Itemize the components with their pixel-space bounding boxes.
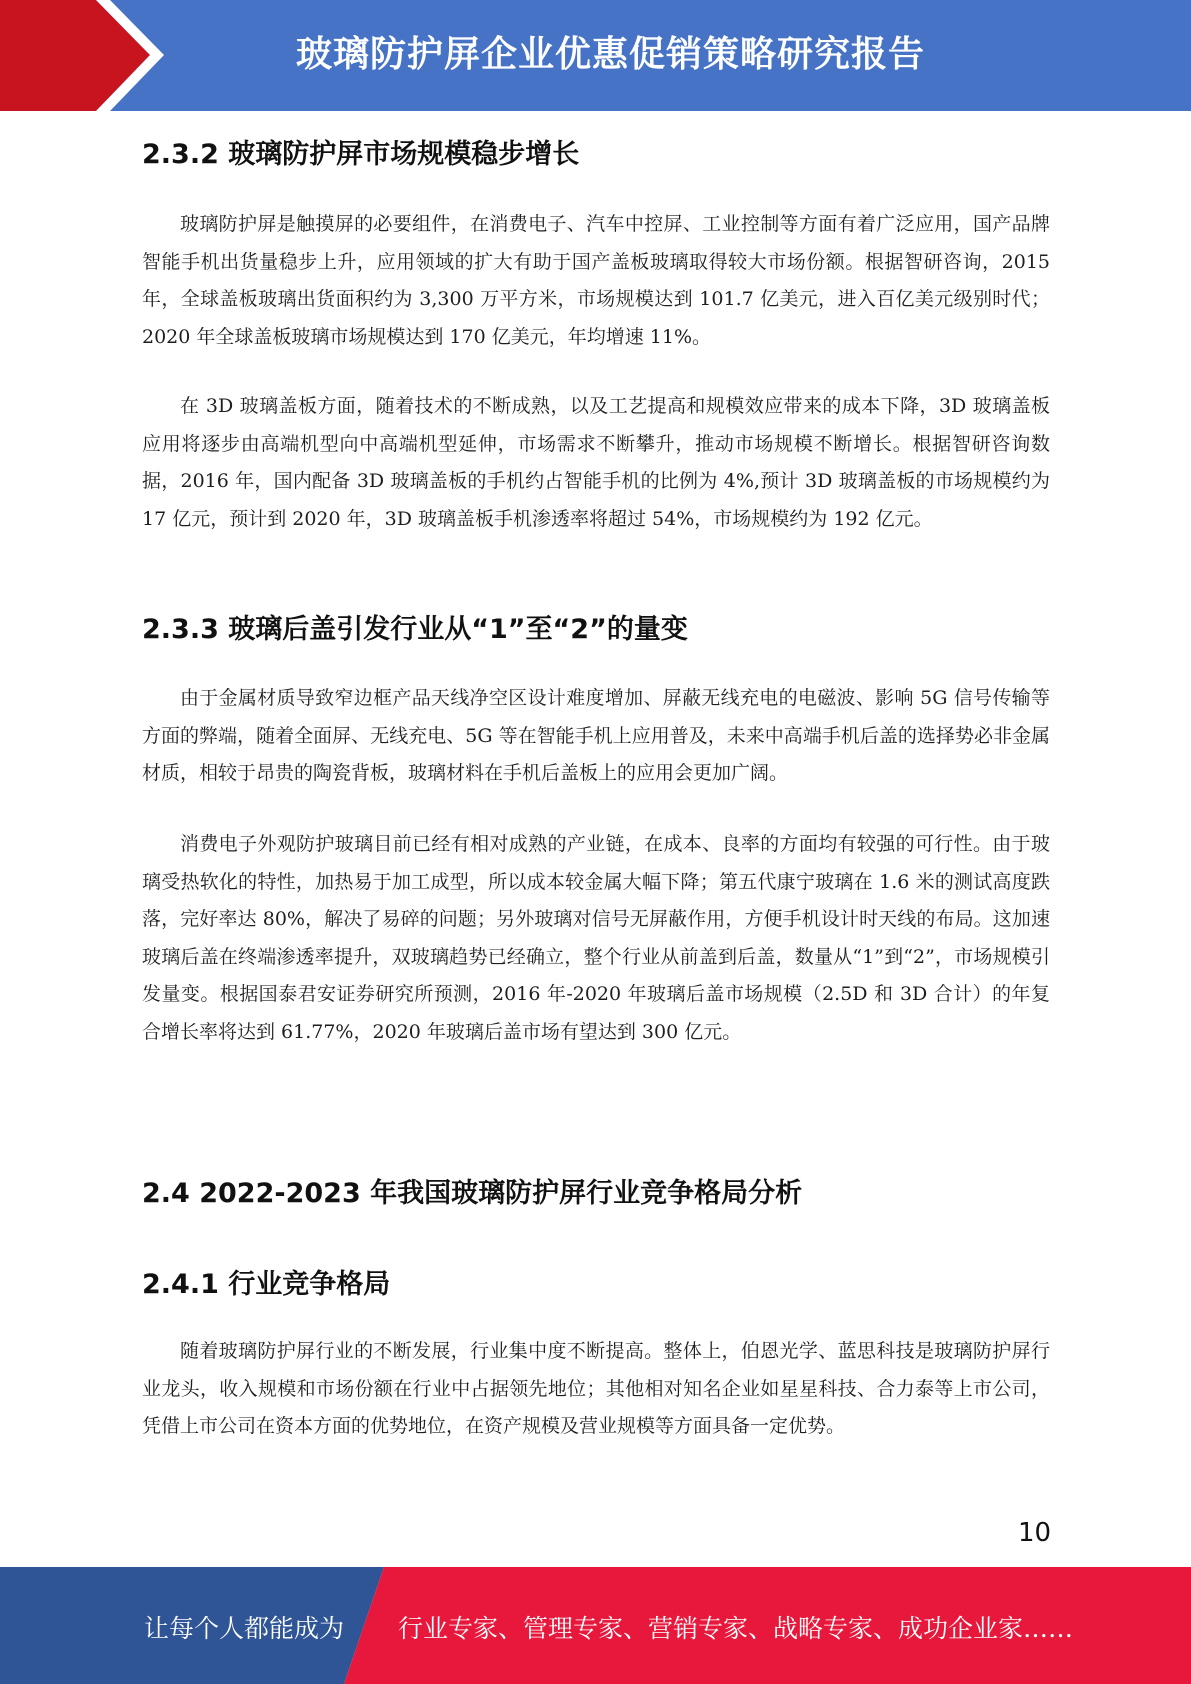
paragraph-2-3-2-b: 在 3D 玻璃盖板方面，随着技术的不断成熟，以及工艺提高和规模效应带来的成本下降，3D 玻璃盖板应用将逐步由高端机型向中高端机型延伸，市场需求不断攀升，推动市场规模不断增长。根据智研咨询数据，2016 年，国内配备 3D 玻璃盖板的手机约占智能手机的比例为 4%,预计 3D 玻璃盖板的市场规模约为 17 亿元，预计到 2020 年，3D 玻璃盖板手机渗透率将超过 54%，市场规模约为 192 亿元。: [142, 395, 1050, 530]
paragraph-2-3-3-a: 由于金属材质导致窄边框产品天线净空区设计难度增加、屏蔽无线充电的电磁波、影响 5G 信号传输等方面的弊端，随着全面屏、无线充电、5G 等在智能手机上应用普及，未来中高端手机后盖的选择势必非金属材质，相较于昂贵的陶瓷背板，玻璃材料在手机后盖板上的应用会更加广阔。: [142, 687, 1050, 784]
page-number: 10: [1018, 1518, 1052, 1548]
page-footer: [0, 1567, 1191, 1684]
paragraph-2-4-1: 随着玻璃防护屏行业的不断发展，行业集中度不断提高。整体上，伯恩光学、蓝思科技是玻璃防护屏行业龙头，收入规模和市场份额在行业中占据领先地位；其他相对知名企业如星星科技、合力泰等上市公司，凭借上市公司在资本方面的优势地位，在资产规模及营业规模等方面具备一定优势。: [142, 1340, 1050, 1437]
paragraph-2-3-2-a: 玻璃防护屏是触摸屏的必要组件，在消费电子、汽车中控屏、工业控制等方面有着广泛应用，国产品牌智能手机出货量稳步上升，应用领域的扩大有助于国产盖板玻璃取得较大市场份额。根据智研咨询，2015 年，全球盖板玻璃出货面积约为 3,300 万平方米，市场规模达到 101.7 亿美元，进入百亿美元级别时代；2020 年全球盖板玻璃市场规模达到 170 亿美元，年均增速 11%。: [142, 213, 1050, 348]
page-header: [0, 0, 1191, 111]
report-title: 玻璃防护屏企业优惠促销策略研究报告: [296, 34, 926, 75]
heading-2-3-3: 2.3.3 玻璃后盖引发行业从“1”至“2”的量变: [142, 614, 688, 645]
footer-slogan-right: 行业专家、管理专家、营销专家、战略专家、成功企业家……: [398, 1614, 1074, 1643]
heading-2-4-1: 2.4.1 行业竞争格局: [142, 1269, 391, 1300]
heading-2-3-2: 2.3.2 玻璃防护屏市场规模稳步增长: [142, 139, 580, 170]
heading-2-4: 2.4 2022-2023 年我国玻璃防护屏行业竞争格局分析: [142, 1178, 803, 1209]
paragraph-2-3-3-b: 消费电子外观防护玻璃目前已经有相对成熟的产业链，在成本、良率的方面均有较强的可行性。由于玻璃受热软化的特性，加热易于加工成型，所以成本较金属大幅下降；第五代康宁玻璃在 1.6 米的测试高度跌落，完好率达 80%，解决了易碎的问题；另外玻璃对信号无屏蔽作用，方便手机设计时天线的布局。这加速玻璃后盖在终端渗透率提升，双玻璃趋势已经确立，整个行业从前盖到后盖，数量从“1”到“2”，市场规模引发量变。根据国泰君安证券研究所预测，2016 年-2020 年玻璃后盖市场规模（2.5D 和 3D 合计）的年复合增长率将达到 61.77%，2020 年玻璃后盖市场有望达到 300 亿元。: [142, 833, 1050, 1043]
footer-slogan-left: 让每个人都能成为: [144, 1614, 345, 1643]
